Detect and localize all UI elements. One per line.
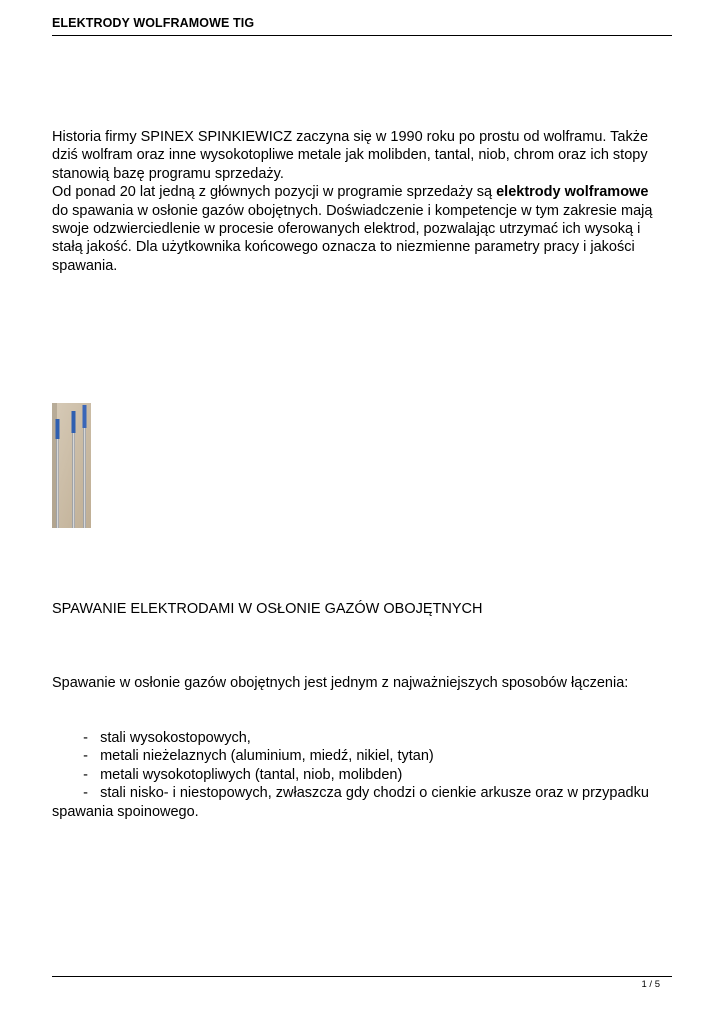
intro-text: Od ponad 20 lat jedną z głównych pozycji w programie sprzedaży są — [52, 184, 497, 201]
intro-line — [52, 183, 677, 201]
electrodes-photo — [52, 403, 91, 528]
electrodes-image — [52, 403, 91, 528]
list-dash: - — [83, 766, 88, 783]
list-item — [52, 766, 677, 784]
intro-line: stałą jakość. Dla użytkownika końcowego oznacza to niezmienne parametry pracy i jakości — [52, 239, 635, 256]
intro-emphasis: elektrody wolframowe — [496, 184, 649, 201]
list-dash: - — [83, 748, 88, 765]
page-number: 1 / 5 — [641, 979, 660, 990]
intro-line: dziś wolfram oraz inne wysokotopliwe metale jak molibden, tantal, niob, chrom oraz ich stopy — [52, 147, 648, 164]
applications-list — [52, 729, 677, 821]
section-title: SPAWANIE ELEKTRODAMI W OSŁONIE GAZÓW OBOJĘTNYCH — [52, 601, 483, 617]
intro-line: spawania. — [52, 257, 118, 274]
list-item-text: metali nieżelaznych (aluminium, miedź, nikiel, tytan) — [100, 748, 434, 765]
list-dash: - — [83, 785, 88, 802]
list-item-continuation: spawania spoinowego. — [52, 803, 199, 820]
header-title: ELEKTRODY WOLFRAMOWE TIG — [52, 16, 255, 30]
list-item-text: stali wysokostopowych, — [100, 730, 251, 746]
list-item — [52, 747, 677, 765]
intro-paragraph — [52, 128, 677, 275]
list-dash: - — [83, 730, 88, 746]
intro-line: Historia firmy SPINEX SPINKIEWICZ zaczyna się w 1990 roku po prostu od wolframu. Także — [52, 129, 649, 145]
intro-line: do spawania w osłonie gazów obojętnych. Doświadczenie i kompetencje w tym zakresie mają — [52, 202, 653, 219]
lead-sentence: Spawanie w osłonie gazów obojętnych jest jednym z najważniejszych sposobów łączenia: — [52, 675, 629, 691]
page-header — [52, 15, 672, 36]
list-item — [52, 784, 677, 802]
list-item — [52, 729, 677, 747]
intro-line: stanowią bazę programu sprzedaży. — [52, 165, 284, 182]
list-item-text: metali wysokotopliwych (tantal, niob, molibden) — [100, 766, 403, 783]
intro-line: swoje odzwierciedlenie w procesie oferowanych elektrod, pozwalając utrzymać ich wysoką i — [52, 221, 641, 238]
list-item-text: stali nisko- i niestopowych, zwłaszcza gdy chodzi o cienkie arkusze oraz w przypadku — [100, 785, 649, 802]
footer-rule — [52, 976, 672, 977]
